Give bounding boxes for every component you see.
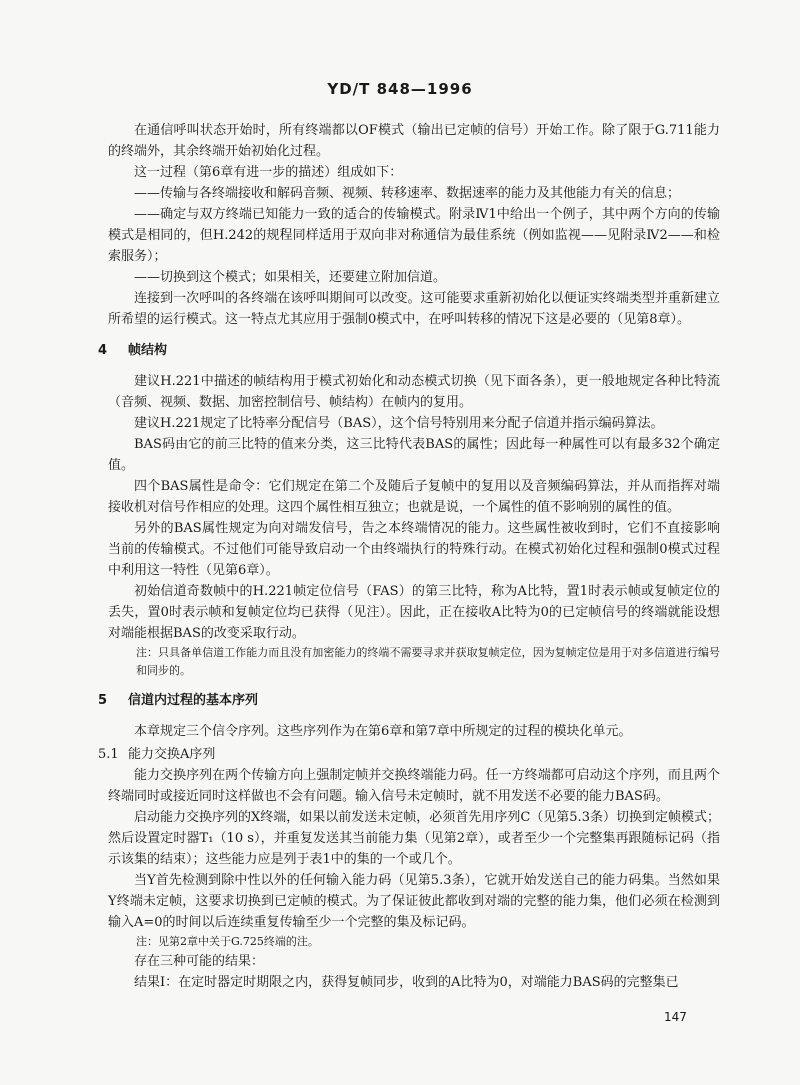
section-title: 信道内过程的基本序列 <box>128 693 259 708</box>
subsection-heading-5-1 <box>98 744 720 765</box>
paragraph: 四个BAS属性是命令：它们规定在第二个及随后子复帧中的复用以及音频编码算法，并从而指挥对端接收机对信号作相应的处理。这四个属性相互独立；也就是说，一个属性的值不影响别的属性的值。 <box>108 479 720 515</box>
paragraph: BAS码由它的前三比特的值来分类，这三比特代表BAS的属性；因此每一种属性可以有最多32个确定值。 <box>108 437 720 473</box>
paragraph: 存在三种可能的结果： <box>134 954 265 969</box>
subsection-title: 能力交换A序列 <box>128 747 216 762</box>
paragraph: 建议H.221规定了比特率分配信号（BAS），这个信号特别用来分配子信道并指示编码算法。 <box>134 416 664 431</box>
page-body <box>98 120 720 993</box>
paragraph: 结果Ⅰ：在定时器定时期限之内，获得复帧同步，收到的A比特为0，对端能力BAS码的完整集已 <box>134 975 679 990</box>
note: 注：只具备单信道工作能力而且没有加密能力的终端不需要寻求并获取复帧定位，因为复帧定位是用于对多信道进行编号和同步的。 <box>136 646 720 677</box>
section-number: 4 <box>98 343 108 358</box>
list-item: ——确定与双方终端已知能力一致的适合的传输模式。附录Ⅳ1中给出一个例子，其中两个方向的传输模式是相同的，但H.242的规程同样适用于双向非对称通信为最佳系统（例如监视——见附录Ⅳ2——和检索服务）； <box>108 207 720 264</box>
list-item: ——切换到这个模式；如果相关，还要建立附加信道。 <box>134 270 447 285</box>
paragraph: 初始信道奇数帧中的H.221帧定位信号（FAS）的第三比特，称为A比特，置1时表示帧或复帧定位的丢失，置0时表示帧和复帧定位均已获得（见注）。因此，正在接收A比特为0的已定帧信号的终端就能设想对端能根据BAS的改变采取行动。 <box>108 584 720 641</box>
paragraph: 建议H.221中描述的帧结构用于模式初始化和动态模式切换（见下面各条），更一般地规定各种比特流（音频、视频、数据、加密控制信号、帧结构）在帧内的复用。 <box>108 374 720 410</box>
page-number: 147 <box>664 1010 687 1024</box>
section-heading-4 <box>98 340 720 361</box>
paragraph: 启动能力交换序列的X终端，如果以前发送未定帧，必须首先用序列C（见第5.3条）切换到定帧模式；然后设置定时器T₁（10 s），并重复发送其当前能力集（见第2章），或者至少一个完整集再跟随标记码（指示该集的结束）；这些能力应是列于表1中的集的一个或几个。 <box>108 810 720 867</box>
section-title: 帧结构 <box>128 343 168 358</box>
section-number: 5 <box>98 693 108 708</box>
paragraph: 能力交换序列在两个传输方向上强制定帧并交换终端能力码。任一方终端都可启动这个序列，而且两个终端同时或接近同时这样做也不会有问题。输入信号未定帧时，就不用发送不必要的能力BAS码。 <box>108 768 720 804</box>
paragraph: 连接到一次呼叫的各终端在该呼叫期间可以改变。这可能要求重新初始化以便证实终端类型并重新建立所希望的运行模式。这一特点尤其应用于强制0模式中，在呼叫转移的情况下这是必要的（见第8章）。 <box>108 291 720 327</box>
subsection-number: 5.1 <box>98 747 119 762</box>
section-heading-5 <box>98 690 720 711</box>
list-item: ——传输与各终端接收和解码音频、视频、转移速率、数据速率的能力及其他能力有关的信息； <box>134 186 681 201</box>
paragraph: 当Y首先检测到除中性以外的任何输入能力码（见第5.3条），它就开始发送自己的能力码集。当然如果Y终端未定帧，这要求切换到已定帧的模式。为了保证彼此都收到对端的完整的能力集，他们必须在检测到输入A=0的时间以后连续重复传输至少一个完整的集及标记码。 <box>108 873 720 930</box>
paragraph: 这一过程（第6章有进一步的描述）组成如下： <box>134 165 403 180</box>
paragraph: 本章规定三个信令序列。这些序列作为在第6章和第7章中所规定的过程的模块化单元。 <box>134 724 632 739</box>
note: 注：见第2章中关于G.725终端的注。 <box>136 935 319 948</box>
paragraph: 另外的BAS属性规定为向对端发信号，告之本终端情况的能力。这些属性被收到时，它们不直接影响当前的传输模式。不过他们可能导致启动一个由终端执行的特殊行动。在模式初始化过程和强制0模式过程中利用这一特性（见第6章）。 <box>108 521 720 578</box>
paragraph: 在通信呼叫状态开始时，所有终端都以OF模式（输出已定帧的信号）开始工作。除了限于G.711能力的终端外，其余终端开始初始化过程。 <box>108 123 720 159</box>
standard-code-header: YD/T 848—1996 <box>327 80 473 98</box>
